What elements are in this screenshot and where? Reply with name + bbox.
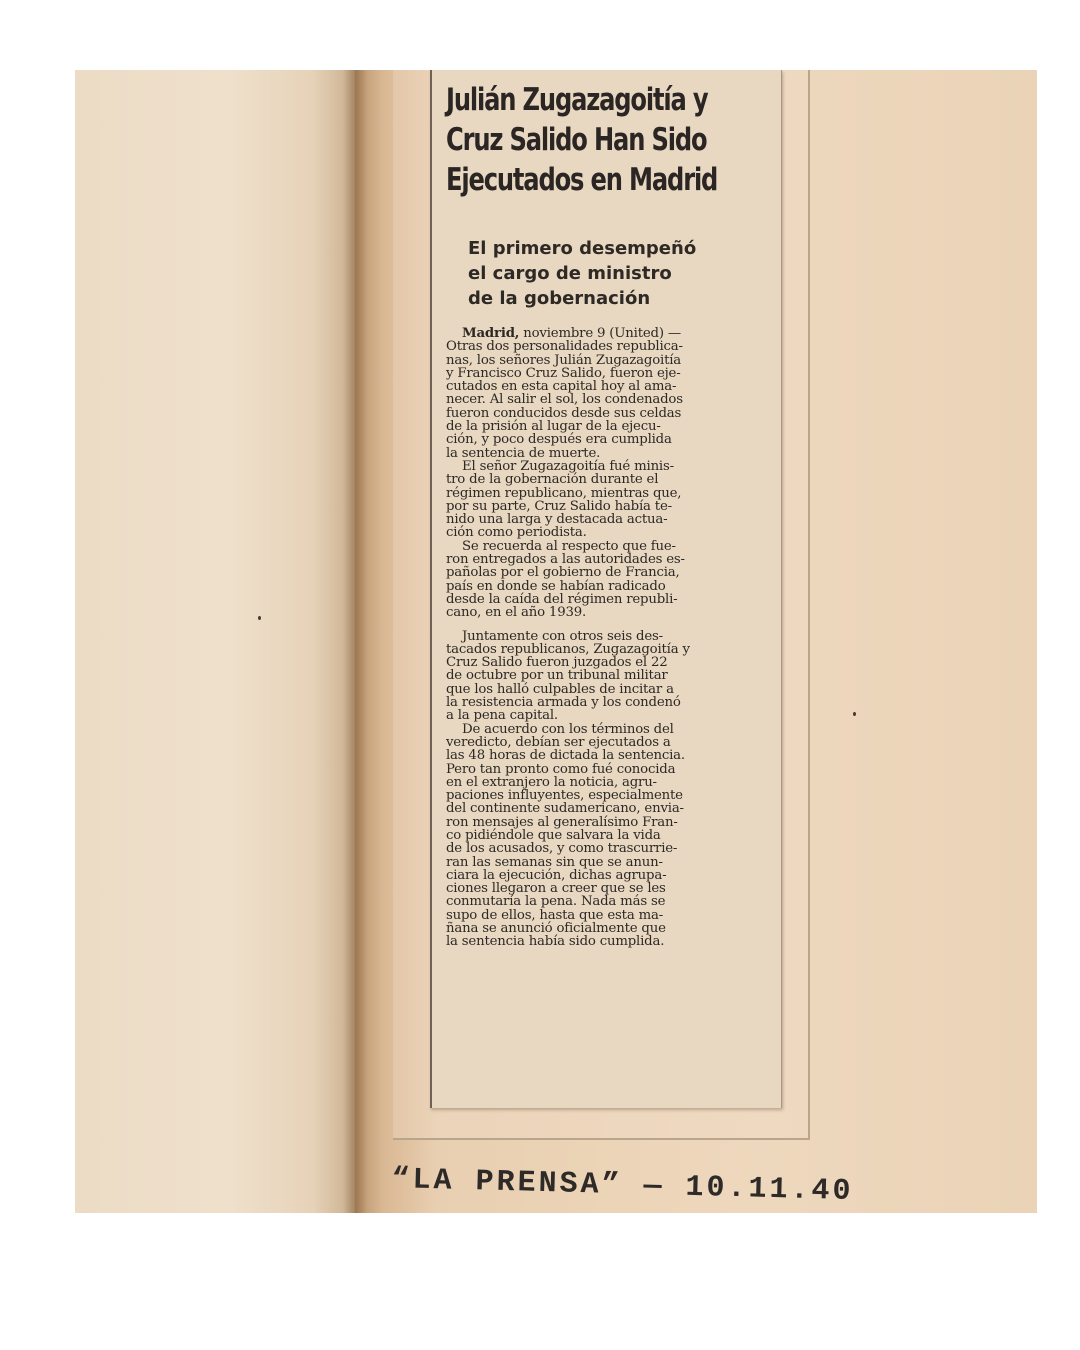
article-line-text: fueron conducidos desde sus celdas <box>446 405 682 421</box>
article-line-text: y Francisco Cruz Salido, fueron eje- <box>446 365 681 381</box>
article-line-text: ñana se anunció oficialmente que <box>446 921 666 937</box>
article-line-text: ción como periodista. <box>446 525 587 541</box>
article-body <box>446 327 773 949</box>
article-line <box>446 327 773 340</box>
article-line <box>446 656 773 669</box>
article-line <box>446 842 773 855</box>
article-line-text: El señor Zugazagoitía fué minis- <box>462 458 674 474</box>
scrapbook-photo <box>75 70 1037 1213</box>
article-line-text: en el extranjero la noticia, agru- <box>446 774 657 790</box>
article-line-text: la sentencia había sido cumplida. <box>446 934 665 950</box>
left-page <box>75 70 355 1213</box>
article-line <box>446 922 773 935</box>
article-line-text: cutados en esta capital hoy al ama- <box>446 379 677 395</box>
article-line-text: paciones influyentes, especialmente <box>446 788 683 804</box>
article-line <box>446 566 773 579</box>
article-line <box>446 354 773 367</box>
article-line-text: país en donde se habían radicado <box>446 578 666 594</box>
article-line <box>446 487 773 500</box>
article-line <box>446 935 773 948</box>
article-line <box>446 749 773 762</box>
article-line-text: Juntamente con otros seis des- <box>462 628 663 644</box>
article-line-text: supo de ellos, hasta que esta ma- <box>446 907 663 923</box>
article-line-text: necer. Al salir el sol, los condenados <box>446 392 683 408</box>
paper-speck <box>853 712 856 716</box>
dateline: Madrid, <box>462 326 520 341</box>
headline-line: Julián Zugazagoitía y <box>446 82 708 118</box>
article-line <box>446 606 773 619</box>
article-line-text: noviembre 9 (United) — <box>523 326 681 341</box>
article-line <box>446 407 773 420</box>
article-line <box>446 460 773 473</box>
paper-speck <box>258 616 261 620</box>
article-line <box>446 447 773 460</box>
article-line-text: veredicto, debían ser ejecutados a <box>446 734 671 750</box>
article-line-text: Cruz Salido fueron juzgados el 22 <box>446 655 668 671</box>
subheadline-line: de la gobernación <box>468 288 651 309</box>
article-line <box>446 816 773 829</box>
article-line-text: tacados republicanos, Zugazagoitía y <box>446 641 690 657</box>
article-line-text: ron mensajes al generalísimo Fran- <box>446 814 678 830</box>
article-line-text: la sentencia de muerte. <box>446 445 601 461</box>
book-gutter <box>343 70 367 1213</box>
article-line-text: cano, en el año 1939. <box>446 605 586 621</box>
article-line <box>446 829 773 842</box>
article-line <box>446 367 773 380</box>
article-line-text: Se recuerda al respecto que fue- <box>462 538 676 554</box>
article-line-text: de la prisión al lugar de la ejecu- <box>446 419 661 435</box>
article-line <box>446 909 773 922</box>
article-line-text: tro de la gobernación durante el <box>446 472 659 488</box>
article-line <box>446 500 773 513</box>
article-line <box>446 643 773 656</box>
article-line <box>446 380 773 393</box>
article-line-text: por su parte, Cruz Salido había te- <box>446 498 672 514</box>
article-line-text: ción, y poco después era cumplida <box>446 432 672 448</box>
article-line <box>446 540 773 553</box>
article-line <box>446 630 773 643</box>
article-line-text: co pidiéndole que salvara la vida <box>446 827 661 843</box>
newspaper-clipping <box>430 70 782 1108</box>
article-line-text: desde la caída del régimen republi- <box>446 591 678 607</box>
article-line-text: pañolas por el gobierno de Francia, <box>446 565 680 581</box>
article-line <box>446 856 773 869</box>
article-line-text: Otras dos personalidades republica- <box>446 339 683 355</box>
article-line <box>446 683 773 696</box>
article-line <box>446 526 773 539</box>
article-line <box>446 593 773 606</box>
article-line-text: de los acusados, y como trascurrie- <box>446 841 678 857</box>
article-line-text: de octubre por un tribunal militar <box>446 668 668 684</box>
article-line <box>446 723 773 736</box>
article-line-text: De acuerdo con los términos del <box>462 721 674 737</box>
article-line <box>446 340 773 353</box>
article-line <box>446 513 773 526</box>
subheadline <box>468 236 773 311</box>
article-line <box>446 736 773 749</box>
article-line-text: las 48 horas de dictada la sentencia. <box>446 748 685 764</box>
article-line <box>446 802 773 815</box>
article-line <box>446 669 773 682</box>
article-line-text: que los halló culpables de incitar a <box>446 681 674 697</box>
article-line <box>446 433 773 446</box>
article-line-text: a la pena capital. <box>446 708 558 724</box>
article-line-text: Pero tan pronto como fué conocida <box>446 761 676 777</box>
article-line <box>446 869 773 882</box>
article-line <box>446 393 773 406</box>
article-line-text: del continente sudamericano, envia- <box>446 801 684 817</box>
article-line-text: ran las semanas sin que se anun- <box>446 854 663 870</box>
headline-line: Cruz Salido Han Sido <box>446 122 707 158</box>
headline-line: Ejecutados en Madrid <box>446 162 718 198</box>
article-line <box>446 696 773 709</box>
subheadline-line: el cargo de ministro <box>468 263 672 284</box>
article-line-text: la resistencia armada y los condenó <box>446 695 681 711</box>
handwritten-source-note: “LA PRENSA” — 10.11.40 <box>391 1163 854 1210</box>
article-line <box>446 895 773 908</box>
headline <box>446 80 774 200</box>
article-line-text: nas, los señores Julián Zugazagoitía <box>446 352 682 368</box>
article-line-text: régimen republicano, mientras que, <box>446 485 682 501</box>
subheadline-line: El primero desempeñó <box>468 238 697 259</box>
article-line-text: nido una larga y destacada actua- <box>446 512 668 528</box>
article-line-text: conmutaría la pena. Nada más se <box>446 894 666 910</box>
article-line <box>446 789 773 802</box>
article-line <box>446 776 773 789</box>
article-line <box>446 580 773 593</box>
article-line <box>446 420 773 433</box>
article-line <box>446 473 773 486</box>
article-line <box>446 763 773 776</box>
article-line <box>446 553 773 566</box>
article-line <box>446 709 773 722</box>
article-line-text: ron entregados a las autoridades es- <box>446 552 685 568</box>
article-line-text: ciara la ejecución, dichas agrupa- <box>446 867 667 883</box>
article-line <box>446 882 773 895</box>
article-line-text: ciones llegaron a creer que se les <box>446 881 666 897</box>
